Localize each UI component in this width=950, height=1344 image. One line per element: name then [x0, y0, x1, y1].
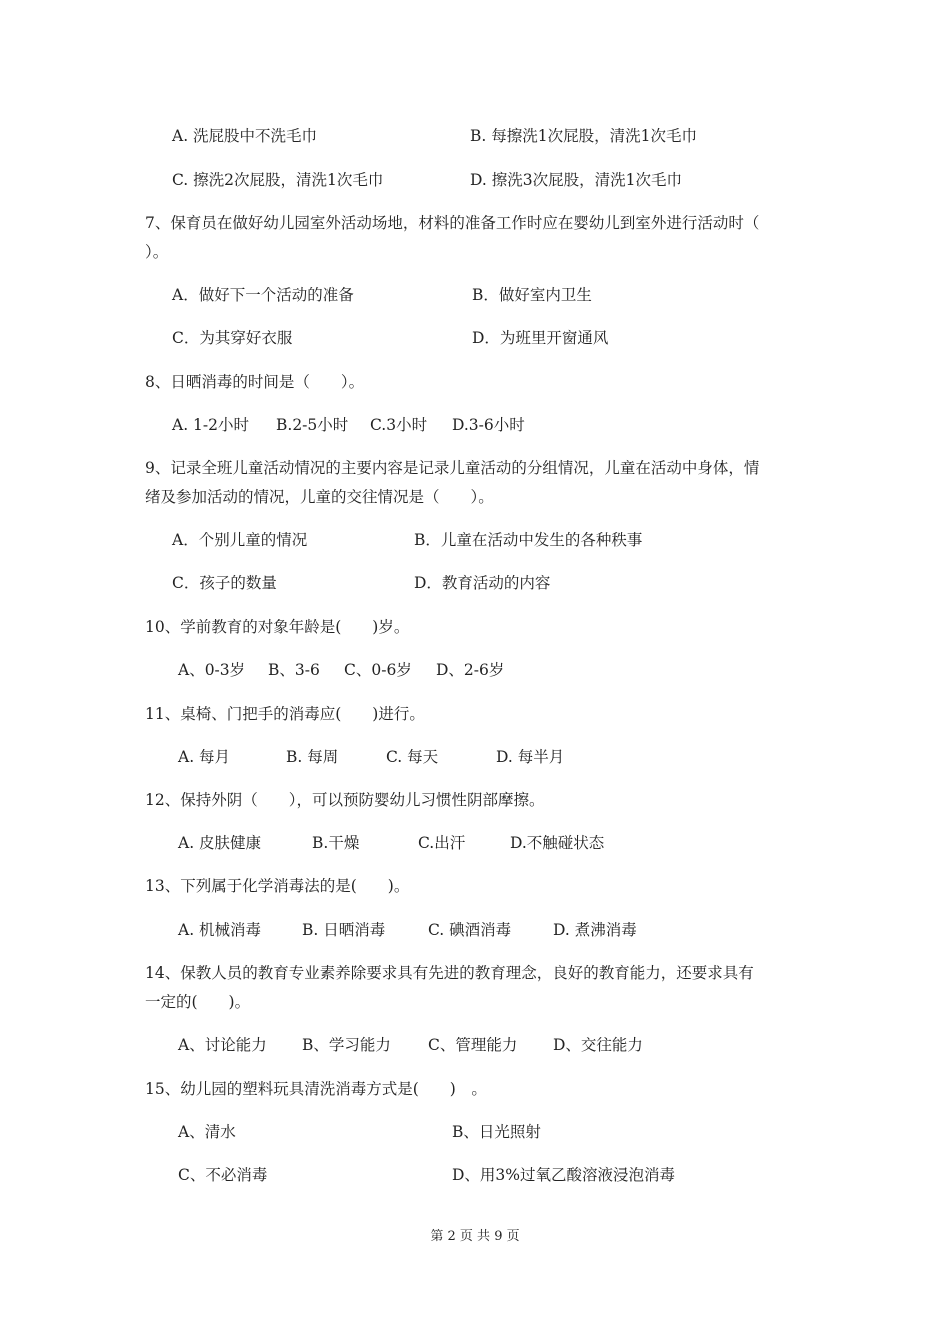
q8-option-c: C.3小时 [370, 416, 428, 434]
q11-option-c: C. 每天 [386, 748, 439, 766]
q14-option-d: D、交往能力 [553, 1036, 643, 1054]
q8-stem: 8、日晒消毒的时间是（ ）。 [145, 373, 365, 391]
q14-stem-line1: 14、保教人员的教育专业素养除要求具有先进的教育理念，良好的教育能力，还要求具有 [145, 964, 754, 982]
q8-option-a: A. 1-2小时 [172, 416, 250, 434]
q7-option-a: A．做好下一个活动的准备 [172, 286, 354, 304]
q10-option-b: B、3-6 [268, 661, 320, 679]
q6-option-b: B. 每擦洗1次屁股，清洗1次毛巾 [470, 127, 697, 145]
q7-option-c: C．为其穿好衣服 [172, 329, 293, 347]
q7-stem-line2: ）。 [145, 243, 169, 261]
q15-option-d: D、用3%过氧乙酸溶液浸泡消毒 [452, 1166, 676, 1184]
page-number-footer: 第 2 页 共 9 页 [430, 1229, 520, 1244]
q11-option-b: B. 每周 [286, 748, 339, 766]
q12-option-a: A. 皮肤健康 [178, 834, 262, 852]
q13-option-b: B. 日晒消毒 [302, 921, 386, 939]
q8-option-b: B.2-5小时 [276, 416, 349, 434]
q6-option-a: A. 洗屁股中不洗毛巾 [172, 127, 318, 145]
q6-option-c: C. 擦洗2次屁股，清洗1次毛巾 [172, 171, 384, 189]
q13-stem: 13、下列属于化学消毒法的是( )。 [145, 877, 410, 895]
q15-stem: 15、幼儿园的塑料玩具清洗消毒方式是( ) 。 [145, 1080, 487, 1098]
q7-option-b: B．做好室内卫生 [472, 286, 592, 304]
q9-option-c: C．孩子的数量 [172, 574, 277, 592]
q6-option-d: D. 擦洗3次屁股，清洗1次毛巾 [470, 171, 682, 189]
q14-option-c: C、管理能力 [428, 1036, 518, 1054]
q10-option-c: C、0-6岁 [344, 661, 412, 679]
q9-option-b: B．儿童在活动中发生的各种秩事 [414, 531, 643, 549]
q8-option-d: D.3-6小时 [452, 416, 525, 434]
q12-option-c: C.出汗 [418, 834, 466, 852]
q9-option-d: D．教育活动的内容 [414, 574, 551, 592]
q15-option-c: C、不必消毒 [178, 1166, 268, 1184]
q10-option-d: D、2-6岁 [436, 661, 505, 679]
q15-option-a: A、清水 [178, 1123, 236, 1141]
q7-option-d: D．为班里开窗通风 [472, 329, 609, 347]
q9-stem-line2: 绪及参加活动的情况，儿童的交往情况是（ ）。 [145, 488, 494, 506]
q14-option-b: B、学习能力 [302, 1036, 391, 1054]
q14-option-a: A、讨论能力 [178, 1036, 267, 1054]
q13-option-a: A. 机械消毒 [178, 921, 262, 939]
q13-option-c: C. 碘酒消毒 [428, 921, 512, 939]
q14-stem-line2: 一定的( )。 [145, 993, 251, 1011]
q11-option-a: A. 每月 [178, 748, 231, 766]
q11-stem: 11、桌椅、门把手的消毒应( )进行。 [145, 705, 425, 723]
q12-option-b: B.干燥 [312, 834, 360, 852]
q12-stem: 12、保持外阴（ ），可以预防婴幼儿习惯性阴部摩擦。 [145, 791, 545, 809]
q9-option-a: A．个别儿童的情况 [172, 531, 308, 549]
q11-option-d: D. 每半月 [496, 748, 565, 766]
q12-option-d: D.不触碰状态 [510, 834, 605, 852]
q13-option-d: D. 煮沸消毒 [553, 921, 637, 939]
q10-option-a: A、0-3岁 [178, 661, 246, 679]
q10-stem: 10、学前教育的对象年龄是( )岁。 [145, 618, 410, 636]
q15-option-b: B、日光照射 [452, 1123, 541, 1141]
q7-stem-line1: 7、保育员在做好幼儿园室外活动场地，材料的准备工作时应在婴幼儿到室外进行活动时（ [145, 214, 760, 232]
q9-stem-line1: 9、记录全班儿童活动情况的主要内容是记录儿童活动的分组情况，儿童在活动中身体，情 [145, 459, 760, 477]
